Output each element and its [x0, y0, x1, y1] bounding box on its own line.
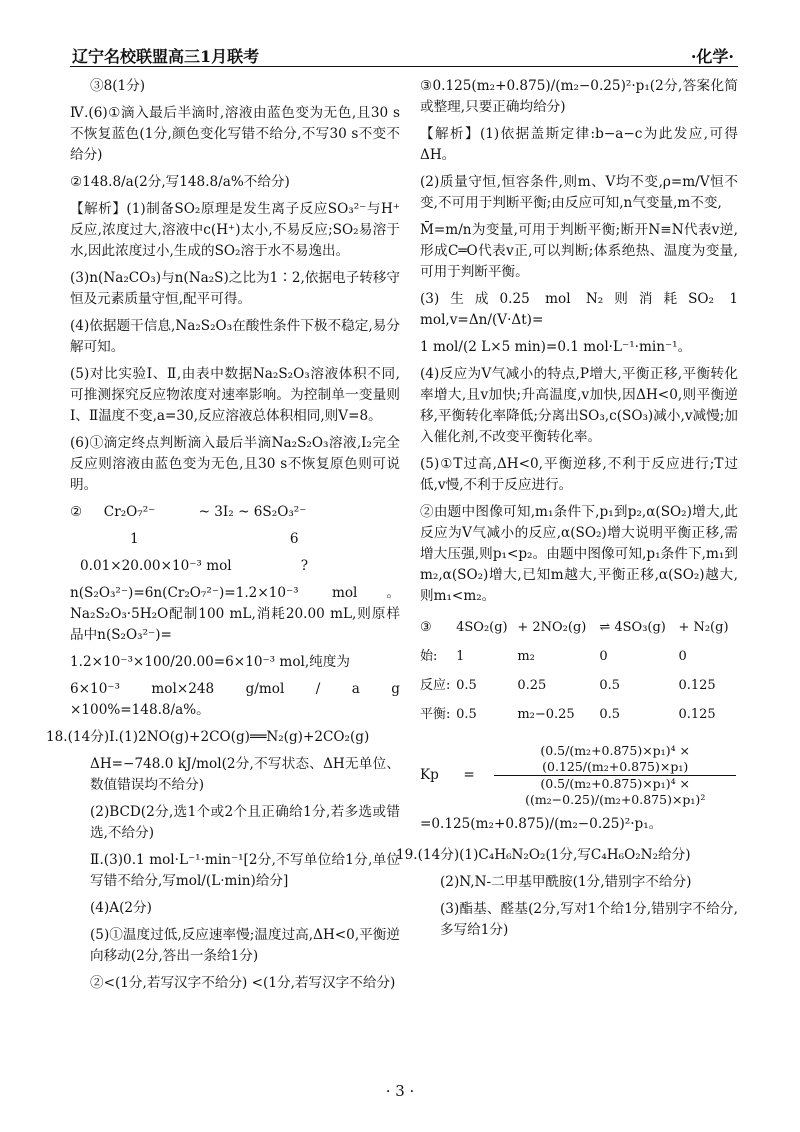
header-rule — [70, 66, 738, 67]
stoich-line: ② Cr₂O₇²⁻ ~ 3I₂ ~ 6S₂O₃²⁻ — [70, 504, 307, 520]
kp-label: Kp — [420, 767, 439, 783]
table-cell: 0.5 — [456, 707, 477, 722]
page-number: · 3 · — [385, 1082, 415, 1100]
analysis-paragraph: 6×10⁻³ mol×248 g/mol / a g ×100%=148.8/a%。 — [70, 681, 400, 718]
answer-line: ②<(1分,若写汉字不给分) <(1分,若写汉字不给分) — [90, 975, 396, 991]
analysis-paragraph: 1 mol/(2 L×5 min)=0.1 mol·L⁻¹·min⁻¹。 — [420, 339, 692, 355]
answer-line: (4)A(2分) — [90, 900, 152, 916]
analysis-paragraph: 【解析】(1)制备SO₂原理是发生离子反应SO₃²⁻与H⁺反应,浓度过大,溶液中c(H⁺)太小,不易反应;SO₂易溶于水,因此浓度过小,生成的SO₂溶于水不易逸出。 — [70, 201, 400, 259]
table-cell: 0 — [599, 649, 608, 664]
answer-line: (2)BCD(2分,选1个或2个且正确给1分,若多选或错选,不给分) — [90, 804, 400, 841]
table-cell: 平衡: — [420, 707, 451, 722]
table-cell: 0.125 — [678, 678, 716, 693]
table-cell: 0.125 — [678, 707, 716, 722]
table-cell: 0 — [678, 649, 687, 664]
stoich-line: 0.01×20.00×10⁻³ mol ? — [80, 558, 309, 574]
analysis-paragraph: (4)反应为V气减小的特点,P增大,平衡正移,平衡转化率增大,且v加快;升高温度,v加快,因ΔH<0,则平衡逆移,平衡转化率降低;分离出SO₃,c(SO₃)减小,v减慢;加入催化剂,不改变平衡转化率。 — [420, 366, 738, 445]
table-cell: 0.5 — [456, 678, 477, 693]
answer-line: Ⅳ.(6)①滴入最后半滴时,溶液由蓝色变为无色,且30 s不恢复蓝色(1分,颜色变化写错不给分,不写30 s不变不给分) — [70, 105, 400, 163]
table-cell: 始: — [420, 649, 438, 664]
answer-line: ②148.8/a(2分,写148.8/a%不给分) — [70, 174, 290, 190]
table-cell: + N₂(g) — [678, 620, 729, 635]
subject-label: ·化学· — [690, 47, 734, 66]
kp-equals: = — [463, 767, 475, 783]
analysis-paragraph: M̄=m/n为变量,可用于判断平衡;断开N≡N代表v逆,形成C═O代表v正,可以判断;体系绝热、温度为变量,可用于判断平衡。 — [420, 222, 738, 280]
analysis-paragraph: (3)生成0.25 mol N₂则消耗SO₂ 1 mol,v=Δn/(V·Δt)= — [420, 291, 738, 328]
analysis-paragraph: (2)质量守恒,恒容条件,则m、V均不变,ρ=m/V恒不变,不可用于判断平衡;由反应可知,n气变量,m不变, — [420, 174, 738, 211]
table-cell: 反应: — [420, 678, 451, 693]
answer-line: (3)酯基、醛基(2分,写对1个给1分,错别字不给分,多写给1分) — [440, 901, 738, 938]
right-column — [396, 76, 738, 947]
kp-fraction — [494, 743, 736, 808]
kp-numerator: (0.5/(m₂+0.875)×p₁)⁴ × (0.125/(m₂+0.875)×p₁) — [494, 743, 736, 776]
table-cell: m₂ — [517, 649, 535, 664]
table-cell: 0.5 — [599, 678, 621, 693]
analysis-paragraph: (4)依据题干信息,Na₂S₂O₃在酸性条件下极不稳定,易分解可知。 — [70, 318, 400, 355]
table-cell: ⇌ 4SO₃(g) — [599, 620, 666, 635]
table-row — [420, 671, 738, 700]
table-cell: m₂−0.25 — [517, 707, 575, 722]
analysis-paragraph: 1.2×10⁻³×100/20.00=6×10⁻³ mol,纯度为 — [70, 654, 350, 670]
table-cell: 1 — [456, 649, 465, 664]
table-cell: + 2NO₂(g) — [517, 620, 587, 635]
table-cell: 0.25 — [517, 678, 547, 693]
analysis-paragraph: 【解析】(1)依据盖斯定律:b−a−c为此发应,可得ΔH。 — [420, 126, 738, 163]
kp-expression — [420, 743, 738, 808]
table-row — [420, 613, 738, 642]
analysis-paragraph: ②由题中图像可知,m₁条件下,p₁到p₂,α(SO₂)增大,此反应为V气减小的反应,α(SO₂)增大说明平衡正移,需增大压强,则p₁<p₂。由题中图像可知,p₁条件下,m₁到m₂,α(SO₂)增大,已知m越大,平衡正移,α(SO₂)越大,则m₁<m₂。 — [420, 504, 738, 604]
table-row — [420, 642, 738, 671]
kp-result: =0.125(m₂+0.875)/(m₂−0.25)²·p₁。 — [420, 816, 663, 832]
analysis-paragraph: n(S₂O₃²⁻)=6n(Cr₂O₇²⁻)=1.2×10⁻³ mol。Na₂S₂O₃·5H₂O配制100 mL,消耗20.00 mL,则原样品中n(S₂O₃²⁻)= — [70, 585, 400, 643]
analysis-paragraph: (5)对比实验Ⅰ、Ⅱ,由表中数据Na₂S₂O₃溶液体积不同,可推测探究反应物浓度对速率影响。为控制单一变量则Ⅰ、Ⅱ温度不变,a=30,反应溶液总体积相同,则V=8。 — [70, 366, 400, 424]
table-cell: 4SO₂(g) — [456, 620, 508, 635]
answer-line: ③8(1分) — [90, 78, 146, 94]
answer-line: (2)N,N-二甲基甲酰胺(1分,错别字不给分) — [440, 874, 692, 890]
answer-line: (5)①温度过低,反应速率慢;温度过高,ΔH<0,平衡逆向移动(2分,答出一条给1分) — [90, 927, 400, 964]
equilibrium-table — [420, 613, 738, 729]
table-row — [420, 700, 738, 729]
answer-line: ΔH=−748.0 kJ/mol(2分,不写状态、ΔH无单位、数值错误均不给分) — [90, 756, 400, 793]
analysis-paragraph: (5)①T过高,ΔH<0,平衡逆移,不利于反应进行;T过低,v慢,不利于反应进行。 — [420, 456, 738, 493]
answer-line: ③0.125(m₂+0.875)/(m₂−0.25)²·p₁(2分,答案化简或整理,只要正确均给分) — [420, 78, 738, 115]
table-cell: 0.5 — [599, 707, 621, 722]
analysis-paragraph: (6)①滴定终点判断滴入最后半滴Na₂S₂O₃溶液,I₂完全反应则溶液由蓝色变为无色,且30 s不恢复原色则可说明。 — [70, 435, 400, 493]
answer-line: Ⅱ.(3)0.1 mol·L⁻¹·min⁻¹[2分,不写单位给1分,单位写错不给分,写mol/(L·min)给分] — [90, 852, 400, 889]
kp-denominator: (0.5/(m₂+0.875)×p₁)⁴ × ((m₂−0.25)/(m₂+0.875)×p₁)² — [525, 776, 706, 807]
exam-title: 辽宁名校联盟高三1月联考 — [72, 47, 260, 66]
page-header — [0, 0, 800, 64]
analysis-paragraph: (3)n(Na₂CO₃)与n(Na₂S)之比为1∶2,依据电子转移守恒及元素质量守恒,配平可得。 — [70, 270, 400, 307]
question-18: 18.(14分)Ⅰ.(1)2NO(g)+2CO(g)══N₂(g)+2CO₂(g) — [46, 729, 370, 745]
left-column — [46, 76, 400, 1000]
question-19: 19.(14分)(1)C₄H₆N₂O₂(1分,写C₄H₆O₂N₂给分) — [396, 847, 691, 863]
table-cell: ③ — [420, 620, 432, 635]
stoich-line: 1 6 — [130, 531, 299, 547]
